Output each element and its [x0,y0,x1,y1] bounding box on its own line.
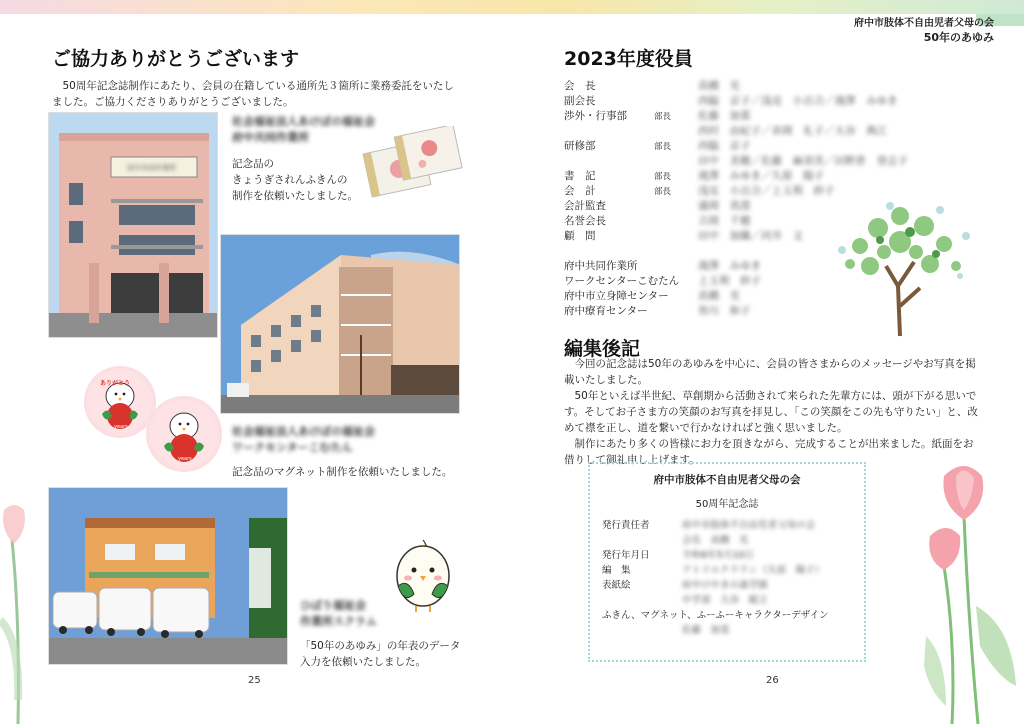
page-right [512,0,1024,724]
officer-names: 盛岡 真澄 [698,200,751,212]
tulip-decoration-left [0,500,48,724]
officer-title: 副会長 [564,95,596,107]
colophon-row [602,576,852,591]
sticker-1-years: years [114,424,128,430]
officer-role: 部長 [654,141,672,152]
sticker-1-label: ありがとう [100,380,131,387]
colophon-row [602,516,852,531]
officers-title: 2023年度役員 [564,48,693,70]
colophon-row [602,561,852,576]
officer-names: 浅見 小百合／上玉利 紗子 [698,185,835,197]
officer-row [564,138,1004,153]
officer-names: 田中 加織／河井 文 [698,230,803,242]
officer-names: 滝澤 みゆき／久原 陽子 [698,170,824,182]
postscript-title: 編集後記 [564,338,641,360]
colophon-row [602,546,852,561]
colophon-value: 令和6年5月10日 [682,549,754,561]
header-series-title: 50年のあゆみ [923,31,994,44]
officer-role: 部長 [654,171,672,182]
colophon-key: 表紙絵 [602,579,631,591]
officer-names: 田中 美穂／佐藤 麻須美／田野倉 登志子 [698,155,908,167]
officer-title: 府中療育センター [564,305,648,317]
officer-title: 書 記 [564,170,596,182]
header-org-name: 府中市肢体不自由児者父母の会 [854,18,994,29]
org-1-caption: 記念品の きょうぎされんふきんの 制作を依頼いたしました。 [232,158,358,202]
page-number-right: 26 [766,675,779,686]
officer-title: 会 計 [564,185,596,197]
officer-names: 佐藤 加菜 [698,110,751,122]
officer-names: 西脇 京子／浅見 小百合／滝澤 みゆき [698,95,898,107]
officer-row [564,78,1004,93]
officer-title: 渉外・行事部 [564,110,627,122]
towel-products [356,126,468,200]
officer-row [564,93,1004,108]
officer-row [564,153,1004,168]
colophon-row [602,606,852,621]
officer-names: 高橋 光 [698,80,740,92]
officer-title: 府中共同作業所 [564,260,638,272]
colophon-value: 会長 高橋 光 [682,534,749,546]
officer-title: 名誉会長 [564,215,606,227]
officer-names: 高橋 光 [698,290,740,302]
sticker-2-years: years [178,456,192,462]
officer-names: 西脇 京子 [698,140,751,152]
officer-names: 皆川 和子 [698,305,751,317]
tree-illustration [820,196,980,342]
colophon-box [588,462,866,662]
officer-row [564,168,1004,183]
colophon-value: 府中けやきの森学園 [682,579,768,591]
officer-title: 会計監査 [564,200,606,212]
colophon-row [602,531,852,546]
colophon-key: ふきん、マグネット、ふーふーキャラクターデザイン [602,609,829,621]
photo-building-2 [220,234,460,414]
colophon-value: アトリエクララン（久原 陽子） [682,564,825,576]
org-1-name: 社会福祉法人あけぼの福祉会 府中共同作業所 [232,115,375,144]
photo-building-3 [48,487,288,665]
colophon-value: 中学部 大谷 暖言 [682,594,768,606]
postscript-text: 今回の記念誌は50年のあゆみを中心に、会員の皆さまからのメッセージやお写真を掲載いたしました。 50年といえば半世紀、草創期から活動されて来られた先輩方には、頭が下がる思いです。そしてお子さま方の笑顔のお写真を拝見し、「この笑顔をこの先も守りたい」と、改めて襟を正し、道を繋いで行かなければと強く思いました。 制作にあたり多くの皆様にお力を頂きながら、完成することが出来ました。紙面をお借りして御礼申し上げます。 [564,358,978,466]
colophon-rows [602,516,852,636]
sticker-2-number: 50 [177,440,196,455]
sticker-1-number: 50 [113,408,132,423]
photo-building-1 [48,112,218,338]
colophon-key: 発行年月日 [602,549,650,561]
officer-title: 研修部 [564,140,596,152]
colophon-row [602,621,852,636]
officer-names: 滝澤 みゆき [698,260,761,272]
page-number-left: 25 [248,675,261,686]
officer-row [564,108,1004,123]
bird-character [392,538,454,614]
colophon-key: 編 集 [602,564,631,576]
officer-title: 府中市立身障センター [564,290,669,302]
officer-row [564,123,1004,138]
org-3-caption: 「50年のあゆみ」の年表のデータ 入力を依頼いたしました。 [300,640,461,668]
officer-names: 上玉利 紗子 [698,275,761,287]
officer-title: 会 長 [564,80,596,92]
thanks-title: ご協力ありがとうございます [52,48,300,70]
officer-title: ワークセンターこむたん [564,275,680,287]
colophon-org: 府中市肢体不自由児者父母の会 [653,474,801,486]
officer-names: 吉岡 千穂 [698,215,751,227]
sticker-bird-2 [146,396,222,472]
org-2-caption: 記念品のマグネット制作を依頼いたしました。 [232,466,453,478]
officer-names: 西村 由紀子／赤岡 礼子／大谷 典江 [698,125,887,137]
building-1-sign: 府中共同作業所 [127,164,176,172]
colophon-value: 府中市肢体不自由児者父母の会 [682,519,816,531]
org-2-name: 社会福祉法人あけぼの福祉会 ワークセンターこむたん [232,425,375,454]
officer-title: 顧 問 [564,230,596,242]
thanks-intro: 50周年記念誌制作にあたり、会員の在籍している通所先３箇所に業務委託をいたしました。ご協力くださりありがとうございました。 [52,80,454,108]
colophon-title: 50周年記念誌 [695,499,759,510]
org-3-name: ひばり福祉会 作業所スクラム [300,599,377,628]
officer-role: 部長 [654,186,672,197]
colophon-key: 発行責任者 [602,519,650,531]
officer-role: 部長 [654,111,672,122]
tulip-decoration-right [916,456,1024,724]
colophon-row [602,591,852,606]
colophon-value: 佐藤 加菜 [682,624,730,636]
